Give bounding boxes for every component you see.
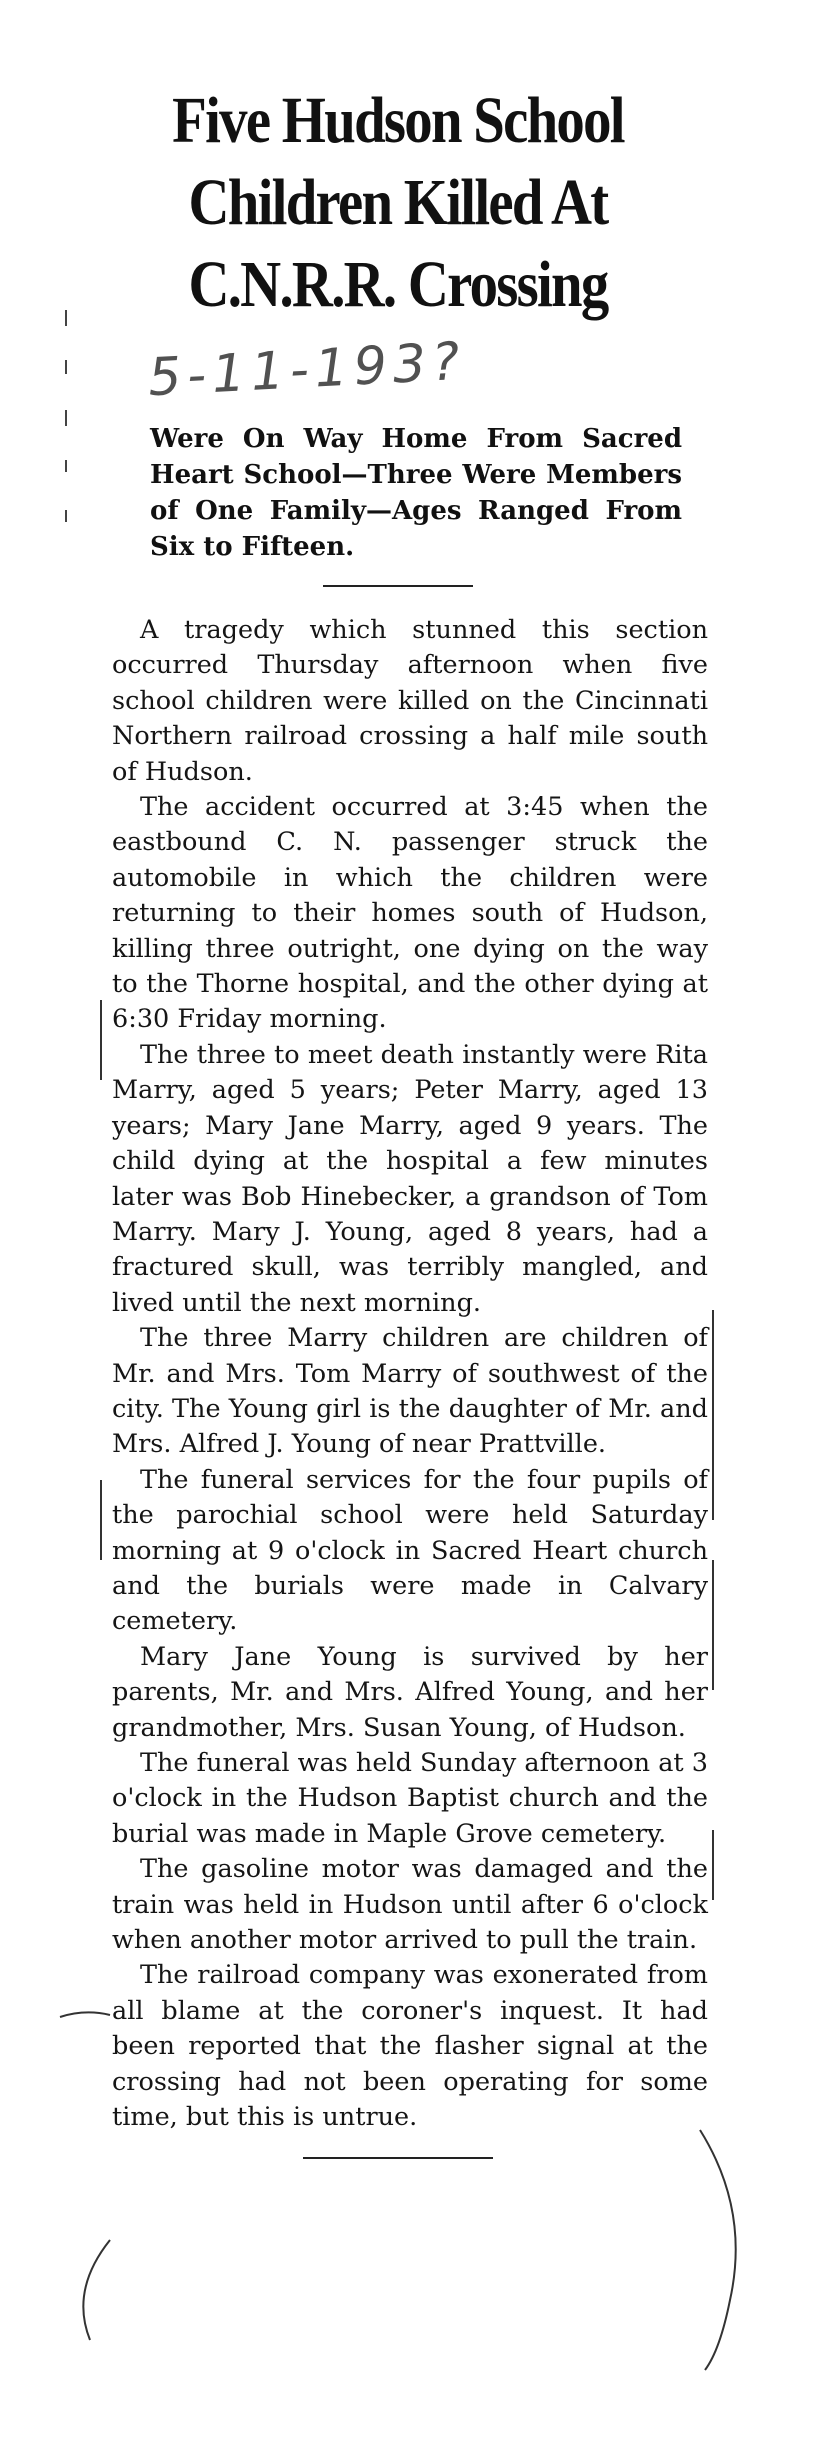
column-edge-bar	[712, 1310, 714, 1520]
headline-line-3: C.N.R.R. Crossing	[188, 248, 608, 321]
column-edge-bar	[100, 1480, 102, 1560]
column-edge-bar	[712, 1830, 714, 1900]
article-paragraph: The railroad company was exonerated from all blame at the coroner's inquest. It had been reported that the flasher signal at the crossing had not been operating for some time, but this is untrue.	[112, 1960, 708, 2133]
subheadline: Were On Way Home From Sacred Heart School—Three Were Members of One Family—Ages Ranged From Six to Fifteen.	[150, 424, 682, 562]
headline	[131, 80, 664, 326]
column-edge-bar	[100, 1000, 102, 1080]
article-paragraph: Mary Jane Young is survived by her parents, Mr. and Mrs. Alfred Young, and her grandmother, Mrs. Susan Young, of Hudson.	[112, 1641, 708, 1743]
article-paragraph: The funeral services for the four pupils of the parochial school were held Saturday morning at 9 o'clock in Sacred Heart church and the burials were made in Calvary cemetery.	[112, 1464, 708, 1637]
end-rule	[303, 2157, 493, 2159]
divider-rule	[323, 585, 473, 587]
article-paragraph: The three to meet death instantly were Rita Marry, aged 5 years; Peter Marry, aged 13 years; Mary Jane Marry, aged 9 years. The child dying at the hospital a few minutes later was Bob Hinebecker, a grandson of Tom Marry. Mary J. Young, aged 8 years, had a fractured skull, was terribly mangled, and lived until the next morning.	[112, 1039, 708, 1318]
headline-line-1: Five Hudson School	[172, 84, 624, 157]
handwritten-date: 5-11-193?	[146, 331, 467, 409]
newspaper-clipping	[88, 80, 708, 2159]
article-paragraph: A tragedy which stunned this section occurred Thursday afternoon when five school children were killed on the Cincinnati Northern railroad crossing a half mile south of Hudson.	[112, 615, 708, 787]
article-body	[88, 613, 708, 2135]
pencil-bracket-mark	[60, 2230, 120, 2350]
column-edge-bar	[712, 1560, 714, 1690]
margin-ticks-graphic	[56, 300, 76, 600]
pencil-dash-mark	[55, 2005, 115, 2025]
article-paragraph: The gasoline motor was damaged and the train was held in Hudson until after 6 o'clock when another motor arrived to pull the train.	[112, 1854, 708, 1956]
article-paragraph: The three Marry children are children of Mr. and Mrs. Tom Marry of southwest of the city. The Young girl is the daughter of Mr. and Mrs. Alfred J. Young of near Prattville.	[112, 1323, 708, 1460]
margin-marks	[56, 300, 76, 607]
headline-line-2: Children Killed At	[188, 166, 608, 239]
article-paragraph: The funeral was held Sunday afternoon at 3 o'clock in the Hudson Baptist church and the burial was made in Maple Grove cemetery.	[112, 1748, 708, 1849]
pencil-bracket-mark	[690, 2120, 760, 2380]
article-paragraph: The accident occurred at 3:45 when the eastbound C. N. passenger struck the automobile in which the children were returning to their homes south of Hudson, killing three outright, one dying on the way to the Thorne hospital, and the other dying at 6:30 Friday morning.	[112, 792, 708, 1035]
